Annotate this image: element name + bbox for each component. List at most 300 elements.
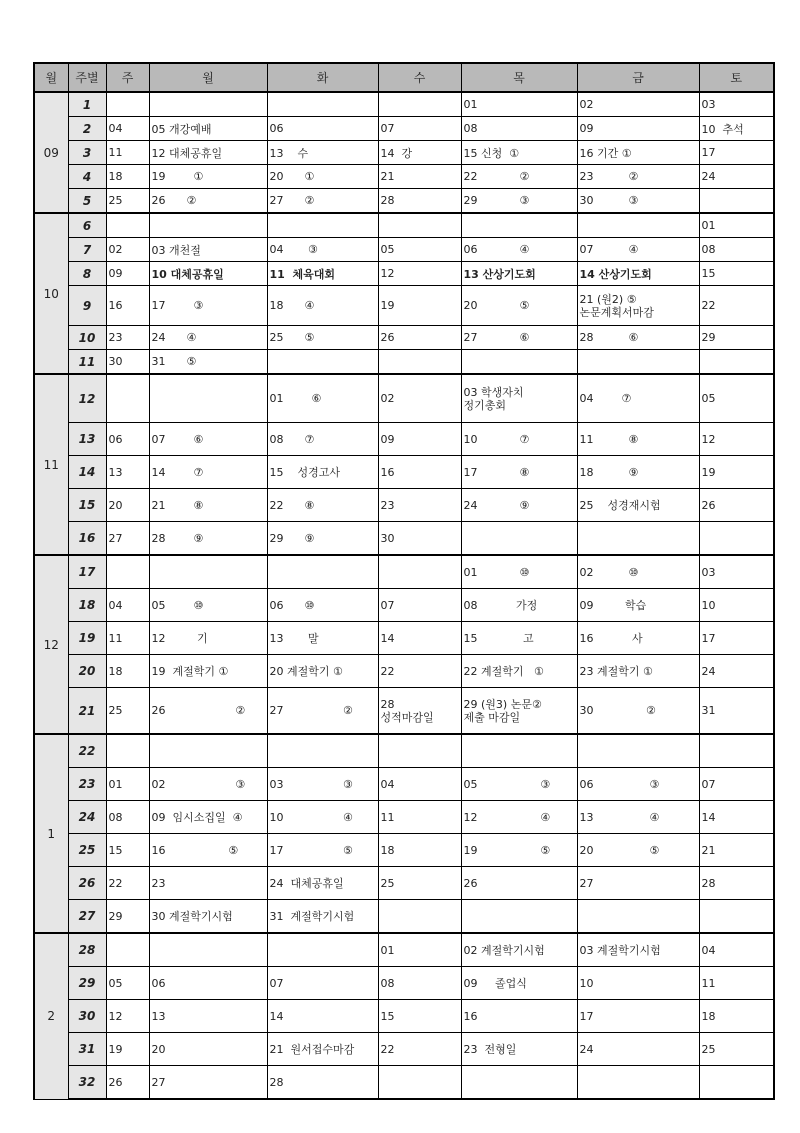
day-cell-friday: 04 ⑦ xyxy=(577,374,699,423)
week-row xyxy=(34,456,774,489)
day-cell-friday: 30 ③ xyxy=(577,189,699,214)
day-cell-saturday: 17 xyxy=(699,141,774,165)
week-row xyxy=(34,1033,774,1066)
day-cell-wednesday: 19 xyxy=(378,286,461,326)
day-cell-friday: 30 ② xyxy=(577,688,699,735)
week-number: 9 xyxy=(68,286,106,326)
week-number: 25 xyxy=(68,834,106,867)
day-cell-thursday xyxy=(461,900,577,934)
day-cell-saturday xyxy=(699,1066,774,1100)
day-cell-wednesday: 21 xyxy=(378,165,461,189)
day-cell-thursday: 09 졸업식 xyxy=(461,967,577,1000)
day-cell-saturday: 19 xyxy=(699,456,774,489)
week-number: 24 xyxy=(68,801,106,834)
day-cell-monday: 16 ⑤ xyxy=(149,834,267,867)
week-number: 5 xyxy=(68,189,106,214)
day-cell-friday xyxy=(577,900,699,934)
day-cell-wednesday xyxy=(378,1066,461,1100)
day-cell-wednesday: 07 xyxy=(378,589,461,622)
week-row xyxy=(34,967,774,1000)
day-cell-thursday xyxy=(461,1066,577,1100)
day-cell-friday: 16 기간 ① xyxy=(577,141,699,165)
day-cell-monday: 19 ① xyxy=(149,165,267,189)
month-label: 2 xyxy=(34,933,68,1099)
week-number: 18 xyxy=(68,589,106,622)
header-wednesday: 수 xyxy=(378,63,461,92)
week-row xyxy=(34,326,774,350)
week-number: 17 xyxy=(68,555,106,589)
day-cell-friday: 23 계절학기 ① xyxy=(577,655,699,688)
day-cell-sunday: 06 xyxy=(106,423,149,456)
week-number: 20 xyxy=(68,655,106,688)
day-cell-saturday: 03 xyxy=(699,92,774,117)
header-tuesday: 화 xyxy=(267,63,378,92)
week-row xyxy=(34,189,774,214)
day-cell-saturday: 24 xyxy=(699,165,774,189)
day-cell-thursday: 12 ④ xyxy=(461,801,577,834)
day-cell-saturday: 14 xyxy=(699,801,774,834)
day-cell-wednesday: 05 xyxy=(378,238,461,262)
day-cell-wednesday: 15 xyxy=(378,1000,461,1033)
week-number: 10 xyxy=(68,326,106,350)
day-cell-sunday: 25 xyxy=(106,189,149,214)
week-row xyxy=(34,423,774,456)
day-cell-tuesday: 01 ⑥ xyxy=(267,374,378,423)
week-row xyxy=(34,834,774,867)
day-cell-wednesday: 23 xyxy=(378,489,461,522)
day-cell-friday: 13 ④ xyxy=(577,801,699,834)
day-cell-thursday: 06 ④ xyxy=(461,238,577,262)
day-cell-monday: 20 xyxy=(149,1033,267,1066)
day-cell-monday: 05 ⑩ xyxy=(149,589,267,622)
day-cell-saturday: 05 xyxy=(699,374,774,423)
day-cell-monday: 17 ③ xyxy=(149,286,267,326)
day-cell-tuesday: 20 ① xyxy=(267,165,378,189)
day-cell-thursday: 19 ⑤ xyxy=(461,834,577,867)
header-row xyxy=(34,63,774,92)
day-cell-friday: 27 xyxy=(577,867,699,900)
day-cell-tuesday: 28 xyxy=(267,1066,378,1100)
day-cell-thursday xyxy=(461,734,577,768)
day-cell-wednesday: 14 xyxy=(378,622,461,655)
day-cell-friday: 21 (원2) ⑤ 논문계획서마감 xyxy=(577,286,699,326)
week-number: 14 xyxy=(68,456,106,489)
day-cell-tuesday: 15 성경고사 xyxy=(267,456,378,489)
day-cell-friday: 10 xyxy=(577,967,699,1000)
day-cell-tuesday: 03 ③ xyxy=(267,768,378,801)
day-cell-tuesday: 07 xyxy=(267,967,378,1000)
day-cell-sunday: 08 xyxy=(106,801,149,834)
day-cell-thursday: 10 ⑦ xyxy=(461,423,577,456)
day-cell-friday: 02 ⑩ xyxy=(577,555,699,589)
day-cell-saturday: 25 xyxy=(699,1033,774,1066)
day-cell-monday: 02 ③ xyxy=(149,768,267,801)
week-row xyxy=(34,117,774,141)
day-cell-friday: 24 xyxy=(577,1033,699,1066)
day-cell-tuesday: 17 ⑤ xyxy=(267,834,378,867)
day-cell-saturday xyxy=(699,189,774,214)
day-cell-saturday: 26 xyxy=(699,489,774,522)
day-cell-sunday: 02 xyxy=(106,238,149,262)
day-cell-thursday: 23 전형일 xyxy=(461,1033,577,1066)
day-cell-sunday: 25 xyxy=(106,688,149,735)
day-cell-thursday: 08 가정 xyxy=(461,589,577,622)
week-number: 22 xyxy=(68,734,106,768)
day-cell-friday: 02 xyxy=(577,92,699,117)
day-cell-saturday xyxy=(699,734,774,768)
week-row xyxy=(34,238,774,262)
day-cell-wednesday: 07 xyxy=(378,117,461,141)
month-label: 12 xyxy=(34,555,68,734)
day-cell-saturday: 01 xyxy=(699,213,774,238)
day-cell-sunday: 16 xyxy=(106,286,149,326)
week-number: 28 xyxy=(68,933,106,967)
day-cell-tuesday xyxy=(267,933,378,967)
day-cell-sunday xyxy=(106,374,149,423)
day-cell-thursday: 02 계절학기시험 xyxy=(461,933,577,967)
week-number: 27 xyxy=(68,900,106,934)
day-cell-wednesday xyxy=(378,900,461,934)
week-row xyxy=(34,374,774,423)
day-cell-saturday: 03 xyxy=(699,555,774,589)
day-cell-sunday: 01 xyxy=(106,768,149,801)
day-cell-tuesday xyxy=(267,350,378,375)
day-cell-monday: 05 개강예배 xyxy=(149,117,267,141)
day-cell-saturday: 24 xyxy=(699,655,774,688)
day-cell-thursday: 15 고 xyxy=(461,622,577,655)
day-cell-saturday xyxy=(699,350,774,375)
day-cell-sunday: 15 xyxy=(106,834,149,867)
day-cell-tuesday: 04 ③ xyxy=(267,238,378,262)
day-cell-sunday: 11 xyxy=(106,622,149,655)
day-cell-thursday: 15 신청 ① xyxy=(461,141,577,165)
day-cell-sunday: 09 xyxy=(106,262,149,286)
day-cell-sunday: 13 xyxy=(106,456,149,489)
day-cell-wednesday xyxy=(378,734,461,768)
day-cell-sunday: 11 xyxy=(106,141,149,165)
day-cell-saturday: 29 xyxy=(699,326,774,350)
day-cell-tuesday: 08 ⑦ xyxy=(267,423,378,456)
month-label: 11 xyxy=(34,374,68,555)
day-cell-sunday: 26 xyxy=(106,1066,149,1100)
day-cell-monday: 30 계절학기시험 xyxy=(149,900,267,934)
day-cell-monday xyxy=(149,555,267,589)
day-cell-monday: 23 xyxy=(149,867,267,900)
day-cell-sunday: 05 xyxy=(106,967,149,1000)
day-cell-friday xyxy=(577,734,699,768)
day-cell-monday: 31 ⑤ xyxy=(149,350,267,375)
day-cell-thursday xyxy=(461,350,577,375)
day-cell-friday: 23 ② xyxy=(577,165,699,189)
week-number: 31 xyxy=(68,1033,106,1066)
week-row xyxy=(34,92,774,117)
day-cell-sunday: 27 xyxy=(106,522,149,556)
day-cell-saturday: 11 xyxy=(699,967,774,1000)
day-cell-tuesday xyxy=(267,734,378,768)
day-cell-tuesday: 06 xyxy=(267,117,378,141)
day-cell-sunday: 04 xyxy=(106,589,149,622)
week-number: 30 xyxy=(68,1000,106,1033)
week-row xyxy=(34,1066,774,1100)
day-cell-monday: 13 xyxy=(149,1000,267,1033)
day-cell-monday: 10 대체공휴일 xyxy=(149,262,267,286)
day-cell-tuesday: 10 ④ xyxy=(267,801,378,834)
day-cell-thursday: 29 ③ xyxy=(461,189,577,214)
day-cell-wednesday: 26 xyxy=(378,326,461,350)
day-cell-friday xyxy=(577,213,699,238)
day-cell-thursday xyxy=(461,213,577,238)
day-cell-wednesday: 30 xyxy=(378,522,461,556)
day-cell-saturday: 15 xyxy=(699,262,774,286)
header-friday: 금 xyxy=(577,63,699,92)
day-cell-monday xyxy=(149,933,267,967)
week-number: 7 xyxy=(68,238,106,262)
day-cell-tuesday: 31 계절학기시험 xyxy=(267,900,378,934)
week-number: 2 xyxy=(68,117,106,141)
day-cell-tuesday: 21 원서접수마감 xyxy=(267,1033,378,1066)
day-cell-thursday xyxy=(461,522,577,556)
week-number: 16 xyxy=(68,522,106,556)
week-number: 19 xyxy=(68,622,106,655)
day-cell-wednesday: 22 xyxy=(378,655,461,688)
week-row xyxy=(34,286,774,326)
week-number: 6 xyxy=(68,213,106,238)
day-cell-saturday: 28 xyxy=(699,867,774,900)
header-sunday: 주 xyxy=(106,63,149,92)
day-cell-wednesday: 08 xyxy=(378,967,461,1000)
day-cell-tuesday: 11 체육대회 xyxy=(267,262,378,286)
day-cell-friday: 20 ⑤ xyxy=(577,834,699,867)
week-number: 32 xyxy=(68,1066,106,1100)
day-cell-monday: 14 ⑦ xyxy=(149,456,267,489)
day-cell-monday: 26 ② xyxy=(149,688,267,735)
day-cell-monday: 07 ⑥ xyxy=(149,423,267,456)
week-row xyxy=(34,933,774,967)
day-cell-wednesday: 18 xyxy=(378,834,461,867)
day-cell-thursday: 01 xyxy=(461,92,577,117)
day-cell-thursday: 13 산상기도회 xyxy=(461,262,577,286)
day-cell-monday xyxy=(149,734,267,768)
day-cell-sunday: 18 xyxy=(106,655,149,688)
week-number: 23 xyxy=(68,768,106,801)
day-cell-tuesday: 27 ② xyxy=(267,688,378,735)
week-row xyxy=(34,165,774,189)
day-cell-wednesday: 04 xyxy=(378,768,461,801)
header-saturday: 토 xyxy=(699,63,774,92)
day-cell-wednesday: 16 xyxy=(378,456,461,489)
week-row xyxy=(34,350,774,375)
week-row xyxy=(34,655,774,688)
day-cell-tuesday: 18 ④ xyxy=(267,286,378,326)
week-row xyxy=(34,622,774,655)
week-number: 3 xyxy=(68,141,106,165)
week-number: 13 xyxy=(68,423,106,456)
day-cell-friday: 16 사 xyxy=(577,622,699,655)
day-cell-wednesday xyxy=(378,213,461,238)
day-cell-monday: 12 대체공휴일 xyxy=(149,141,267,165)
day-cell-saturday: 04 xyxy=(699,933,774,967)
day-cell-monday: 21 ⑧ xyxy=(149,489,267,522)
header-monday: 월 xyxy=(149,63,267,92)
week-row xyxy=(34,688,774,735)
day-cell-saturday: 08 xyxy=(699,238,774,262)
day-cell-wednesday: 28 xyxy=(378,189,461,214)
day-cell-thursday: 20 ⑤ xyxy=(461,286,577,326)
day-cell-monday: 06 xyxy=(149,967,267,1000)
day-cell-wednesday xyxy=(378,92,461,117)
week-row xyxy=(34,589,774,622)
day-cell-thursday: 24 ⑨ xyxy=(461,489,577,522)
day-cell-friday: 28 ⑥ xyxy=(577,326,699,350)
day-cell-saturday: 10 추석 xyxy=(699,117,774,141)
day-cell-saturday: 21 xyxy=(699,834,774,867)
day-cell-wednesday: 12 xyxy=(378,262,461,286)
day-cell-tuesday xyxy=(267,92,378,117)
day-cell-friday: 14 산상기도회 xyxy=(577,262,699,286)
day-cell-monday: 03 개천절 xyxy=(149,238,267,262)
day-cell-monday xyxy=(149,92,267,117)
day-cell-wednesday: 25 xyxy=(378,867,461,900)
day-cell-tuesday: 06 ⑩ xyxy=(267,589,378,622)
day-cell-sunday: 12 xyxy=(106,1000,149,1033)
day-cell-saturday xyxy=(699,522,774,556)
day-cell-thursday: 27 ⑥ xyxy=(461,326,577,350)
day-cell-sunday: 30 xyxy=(106,350,149,375)
day-cell-saturday xyxy=(699,900,774,934)
day-cell-tuesday: 24 대체공휴일 xyxy=(267,867,378,900)
day-cell-saturday: 17 xyxy=(699,622,774,655)
week-number: 1 xyxy=(68,92,106,117)
day-cell-friday: 18 ⑨ xyxy=(577,456,699,489)
header-week-number: 주별 xyxy=(68,63,106,92)
day-cell-tuesday: 25 ⑤ xyxy=(267,326,378,350)
day-cell-sunday: 18 xyxy=(106,165,149,189)
day-cell-wednesday xyxy=(378,350,461,375)
day-cell-sunday: 29 xyxy=(106,900,149,934)
day-cell-monday: 09 임시소집일 ④ xyxy=(149,801,267,834)
day-cell-wednesday: 02 xyxy=(378,374,461,423)
month-label: 09 xyxy=(34,92,68,213)
week-row xyxy=(34,801,774,834)
week-row xyxy=(34,768,774,801)
week-number: 11 xyxy=(68,350,106,375)
day-cell-saturday: 10 xyxy=(699,589,774,622)
day-cell-friday xyxy=(577,1066,699,1100)
day-cell-monday: 27 xyxy=(149,1066,267,1100)
day-cell-tuesday: 14 xyxy=(267,1000,378,1033)
week-row xyxy=(34,1000,774,1033)
day-cell-thursday: 29 (원3) 논문② 제출 마감일 xyxy=(461,688,577,735)
day-cell-tuesday: 27 ② xyxy=(267,189,378,214)
day-cell-saturday: 12 xyxy=(699,423,774,456)
week-row xyxy=(34,867,774,900)
day-cell-saturday: 31 xyxy=(699,688,774,735)
day-cell-wednesday xyxy=(378,555,461,589)
day-cell-tuesday: 13 말 xyxy=(267,622,378,655)
day-cell-thursday: 03 학생자치 정기총회 xyxy=(461,374,577,423)
day-cell-tuesday: 13 수 xyxy=(267,141,378,165)
day-cell-friday: 07 ④ xyxy=(577,238,699,262)
day-cell-wednesday: 14 강 xyxy=(378,141,461,165)
week-row xyxy=(34,734,774,768)
academic-calendar-table xyxy=(33,62,775,1100)
day-cell-friday: 25 성경재시험 xyxy=(577,489,699,522)
day-cell-friday: 17 xyxy=(577,1000,699,1033)
day-cell-saturday: 22 xyxy=(699,286,774,326)
week-row xyxy=(34,141,774,165)
day-cell-friday: 11 ⑧ xyxy=(577,423,699,456)
day-cell-tuesday: 22 ⑧ xyxy=(267,489,378,522)
day-cell-tuesday: 20 계절학기 ① xyxy=(267,655,378,688)
week-number: 26 xyxy=(68,867,106,900)
day-cell-tuesday xyxy=(267,555,378,589)
day-cell-friday: 03 계절학기시험 xyxy=(577,933,699,967)
day-cell-tuesday: 29 ⑨ xyxy=(267,522,378,556)
day-cell-sunday xyxy=(106,555,149,589)
day-cell-friday: 09 xyxy=(577,117,699,141)
day-cell-thursday: 26 xyxy=(461,867,577,900)
day-cell-sunday: 19 xyxy=(106,1033,149,1066)
month-label: 1 xyxy=(34,734,68,933)
day-cell-thursday: 22 ② xyxy=(461,165,577,189)
week-number: 8 xyxy=(68,262,106,286)
day-cell-monday: 24 ④ xyxy=(149,326,267,350)
week-number: 12 xyxy=(68,374,106,423)
day-cell-monday xyxy=(149,213,267,238)
day-cell-saturday: 07 xyxy=(699,768,774,801)
week-number: 15 xyxy=(68,489,106,522)
day-cell-wednesday: 28 성적마감일 xyxy=(378,688,461,735)
day-cell-thursday: 22 계절학기 ① xyxy=(461,655,577,688)
week-number: 21 xyxy=(68,688,106,735)
day-cell-wednesday: 11 xyxy=(378,801,461,834)
header-thursday: 목 xyxy=(461,63,577,92)
header-month: 월 xyxy=(34,63,68,92)
day-cell-friday: 06 ③ xyxy=(577,768,699,801)
day-cell-wednesday: 22 xyxy=(378,1033,461,1066)
day-cell-saturday: 18 xyxy=(699,1000,774,1033)
day-cell-thursday: 17 ⑧ xyxy=(461,456,577,489)
day-cell-sunday: 22 xyxy=(106,867,149,900)
week-row xyxy=(34,489,774,522)
day-cell-monday: 28 ⑨ xyxy=(149,522,267,556)
day-cell-thursday: 01 ⑩ xyxy=(461,555,577,589)
day-cell-sunday xyxy=(106,92,149,117)
day-cell-monday: 12 기 xyxy=(149,622,267,655)
day-cell-sunday xyxy=(106,213,149,238)
day-cell-friday: 09 학습 xyxy=(577,589,699,622)
day-cell-wednesday: 01 xyxy=(378,933,461,967)
week-row xyxy=(34,555,774,589)
week-row xyxy=(34,522,774,556)
day-cell-monday xyxy=(149,374,267,423)
day-cell-thursday: 05 ③ xyxy=(461,768,577,801)
day-cell-sunday: 04 xyxy=(106,117,149,141)
day-cell-friday xyxy=(577,522,699,556)
day-cell-thursday: 08 xyxy=(461,117,577,141)
day-cell-sunday: 23 xyxy=(106,326,149,350)
day-cell-friday xyxy=(577,350,699,375)
week-number: 4 xyxy=(68,165,106,189)
month-label: 10 xyxy=(34,213,68,374)
week-row xyxy=(34,900,774,934)
day-cell-sunday xyxy=(106,933,149,967)
day-cell-wednesday: 09 xyxy=(378,423,461,456)
day-cell-monday: 26 ② xyxy=(149,189,267,214)
calendar-body xyxy=(34,92,774,1099)
day-cell-sunday: 20 xyxy=(106,489,149,522)
day-cell-sunday xyxy=(106,734,149,768)
